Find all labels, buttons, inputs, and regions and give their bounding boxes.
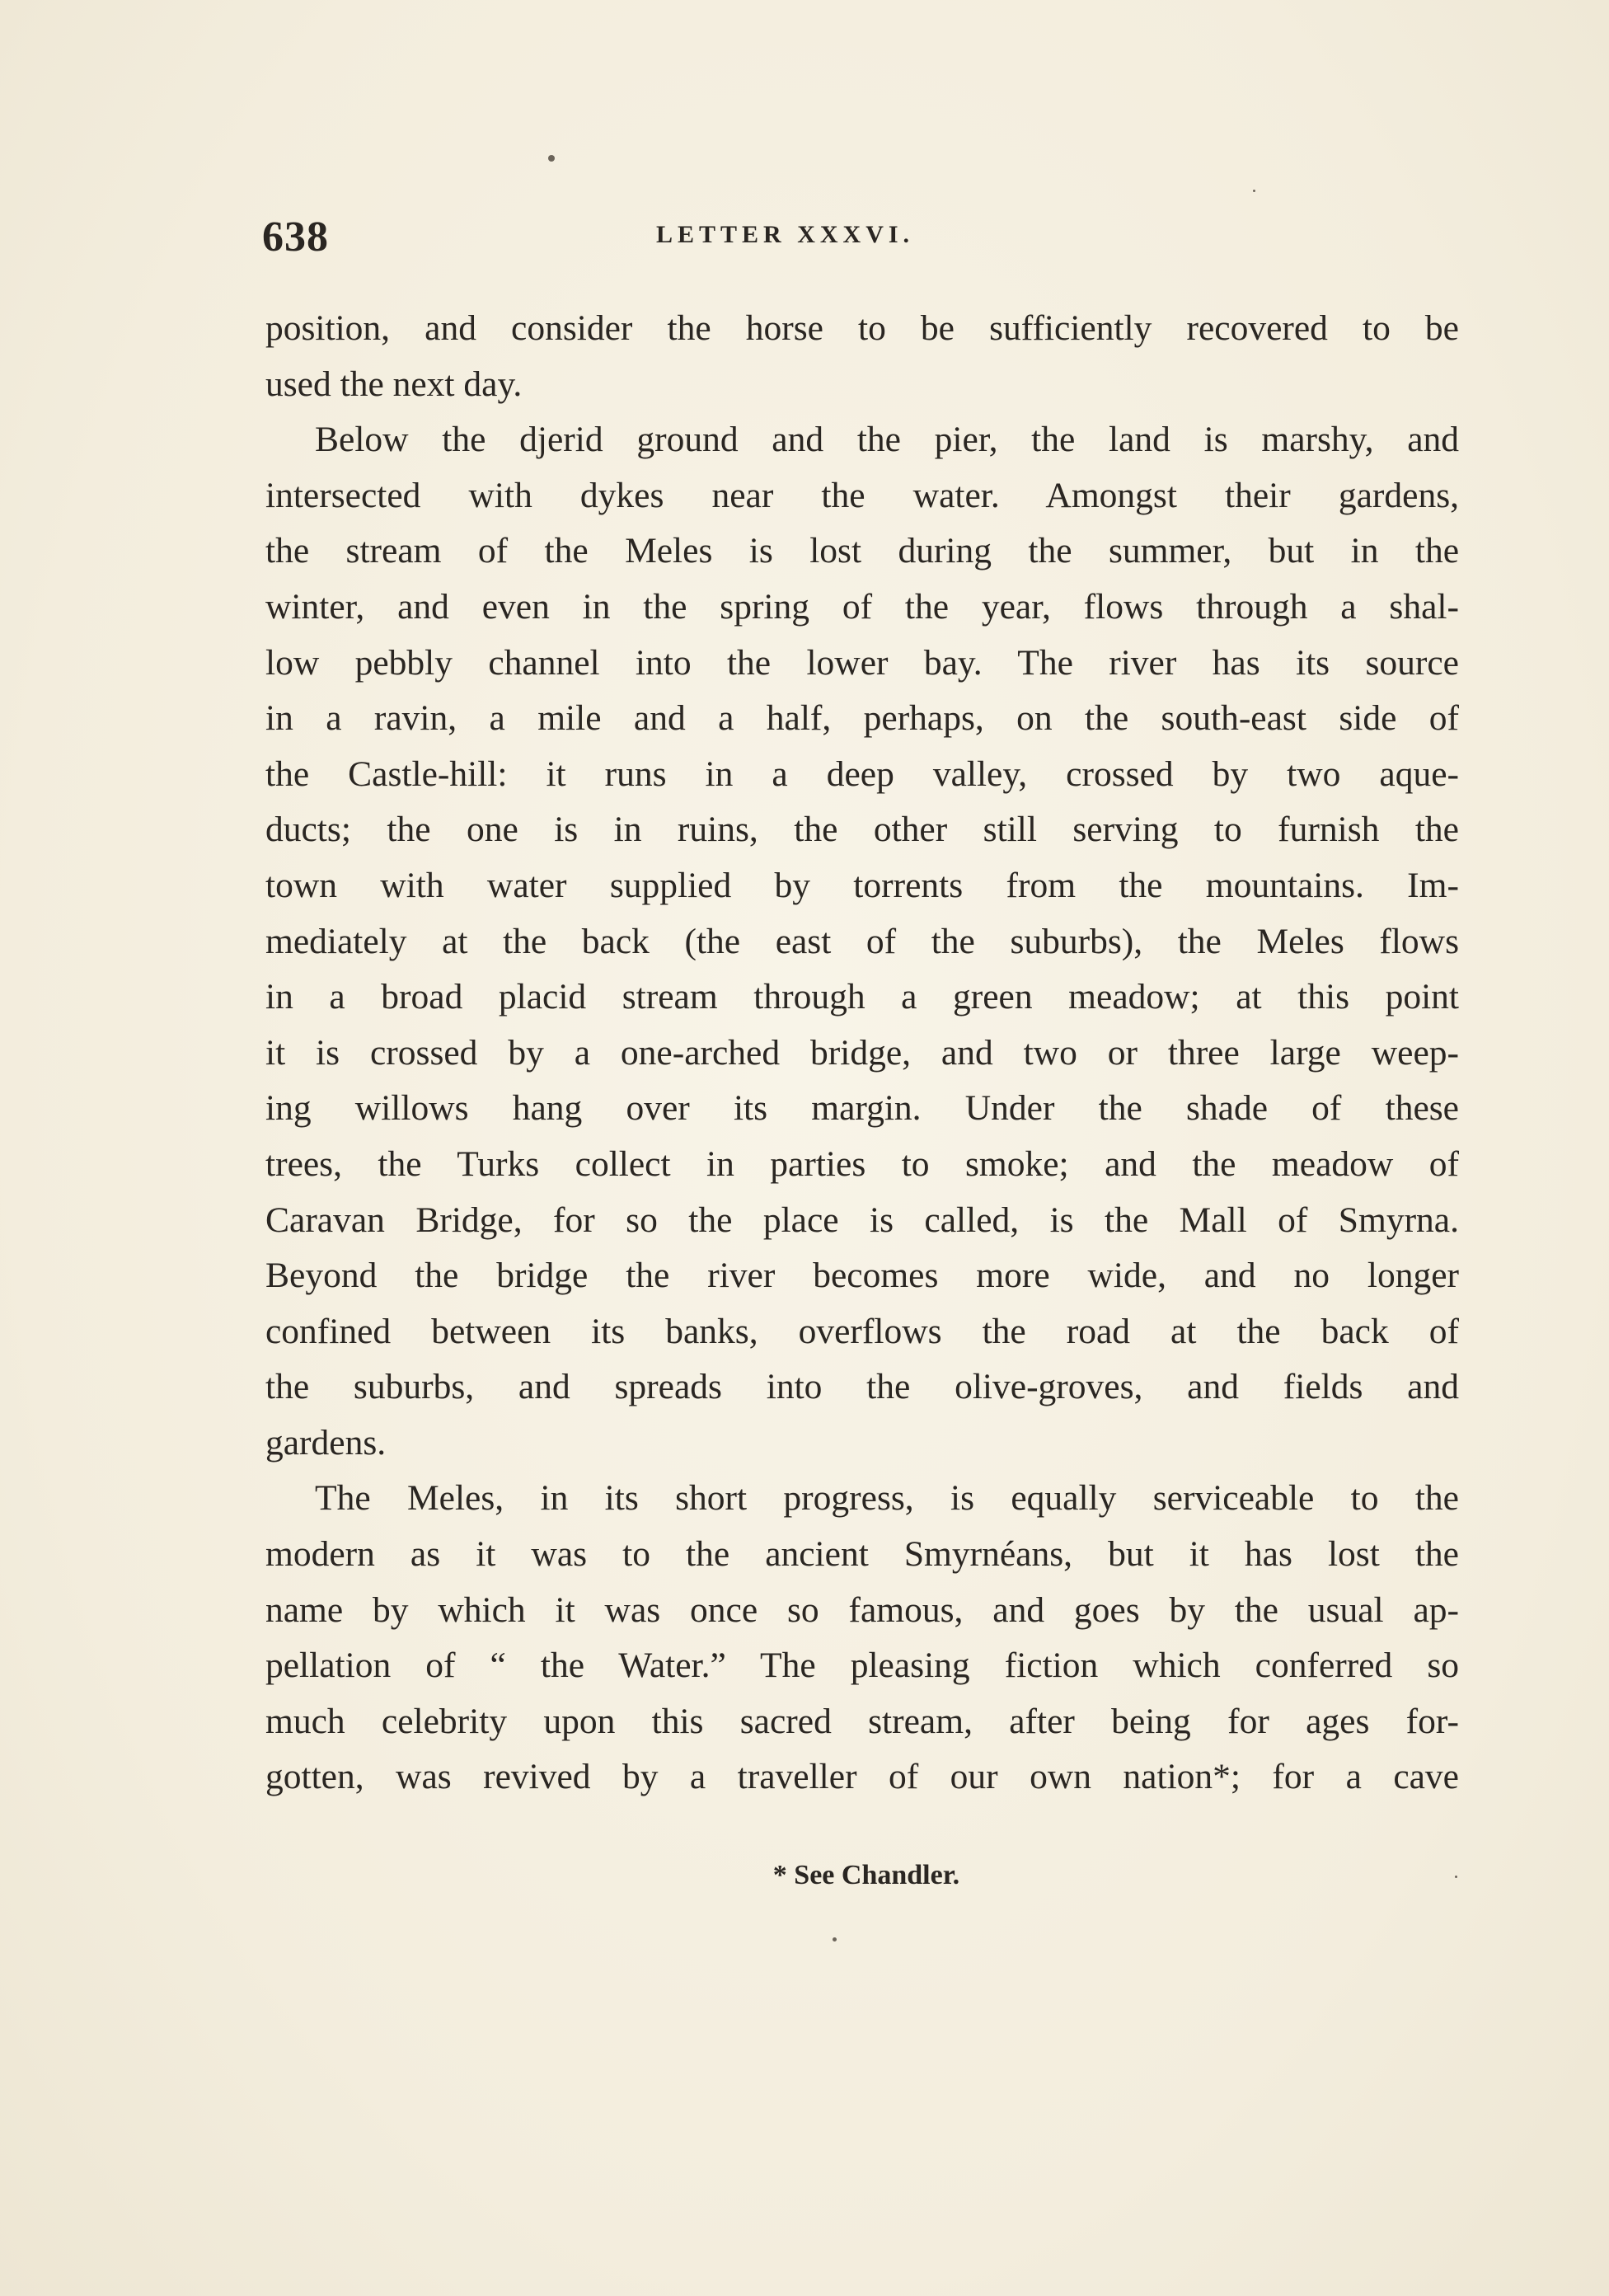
text-line: in a broad placid stream through a green meadow; at this point: [265, 977, 1459, 1017]
body-text: [265, 301, 1459, 1805]
text-line: name by which it was once so famous, and goes by the usual ap-: [265, 1589, 1459, 1630]
ink-speck: [1253, 190, 1255, 192]
text-line: the stream of the Meles is lost during the summer, but in the: [265, 531, 1459, 571]
page-header: [262, 213, 1466, 270]
text-line: modern as it was to the ancient Smyrnéans, but it has lost the: [265, 1534, 1459, 1575]
text-line: position, and consider the horse to be sufficiently recovered to be: [265, 308, 1459, 348]
text-line: winter, and even in the spring of the year, flows through a shal-: [265, 586, 1459, 627]
text-line: confined between its banks, overflows the road at the back of: [265, 1311, 1459, 1351]
text-line: ing willows hang over its margin. Under the shade of these: [265, 1088, 1459, 1129]
text-line: Beyond the bridge the river becomes more wide, and no longer: [265, 1256, 1459, 1296]
text-line: The Meles, in its short progress, is equally serviceable to the: [315, 1478, 1459, 1519]
text-line: pellation of “ the Water.” The pleasing fiction which conferred so: [265, 1646, 1459, 1686]
text-line: the Castle-hill: it runs in a deep valley, crossed by two aque-: [265, 754, 1459, 794]
text-line: it is crossed by a one-arched bridge, and two or three large weep-: [265, 1032, 1459, 1073]
text-line: low pebbly channel into the lower bay. The river has its source: [265, 642, 1459, 683]
page-number: 638: [262, 214, 329, 261]
text-line: Caravan Bridge, for so the place is called, is the Mall of Smyrna.: [265, 1200, 1459, 1240]
text-line: in a ravin, a mile and a half, perhaps, on the south-east side of: [265, 698, 1459, 739]
text-line: town with water supplied by torrents from the mountains. Im-: [265, 865, 1459, 905]
text-line: trees, the Turks collect in parties to smoke; and the meadow of: [265, 1143, 1459, 1184]
ink-speck: [548, 155, 555, 162]
text-line: Below the djerid ground and the pier, the land is marshy, and: [315, 420, 1459, 460]
text-line: much celebrity upon this sacred stream, after being for ages for-: [265, 1701, 1459, 1741]
running-head: LETTER XXXVI.: [656, 221, 915, 248]
ink-speck: [833, 1937, 837, 1942]
text-line: intersected with dykes near the water. Amongst their gardens,: [265, 475, 1459, 515]
text-line: mediately at the back (the east of the suburbs), the Meles flows: [265, 921, 1459, 961]
text-line: the suburbs, and spreads into the olive-groves, and fields and: [265, 1367, 1459, 1407]
text-line: ducts; the one is in ruins, the other still serving to furnish the: [265, 810, 1459, 850]
text-line: gotten, was revived by a traveller of our own nation*; for a cave: [265, 1757, 1459, 1797]
text-line: gardens.: [265, 1422, 387, 1463]
footnote: * See Chandler.: [772, 1860, 960, 1890]
text-line: used the next day.: [265, 364, 523, 404]
